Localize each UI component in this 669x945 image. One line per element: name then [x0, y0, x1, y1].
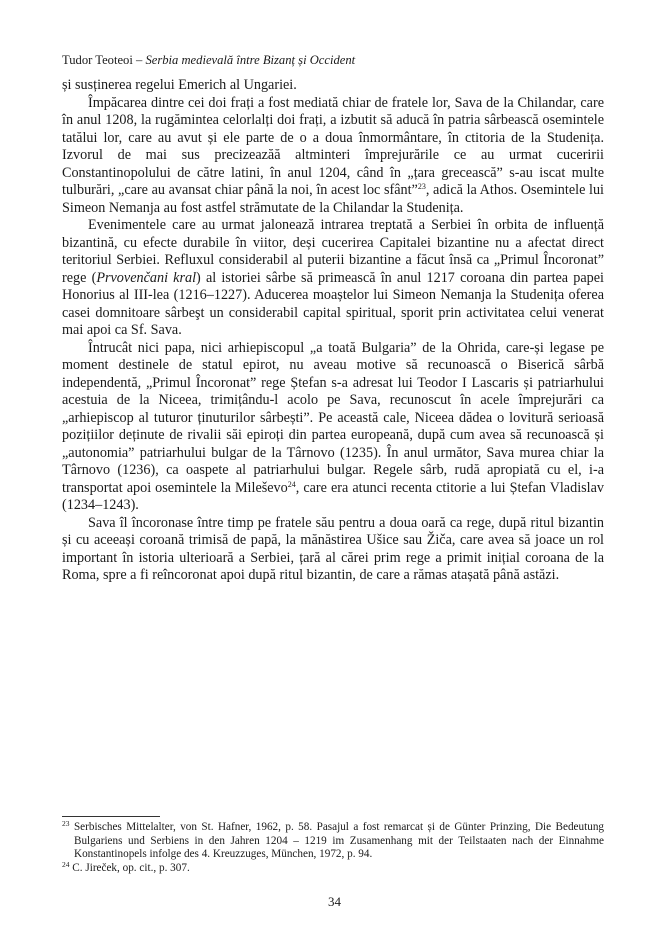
footnote-number: 24 [62, 859, 70, 869]
header-author: Tudor Teoteoi – [62, 53, 146, 67]
running-header [62, 52, 355, 68]
footnote-reference[interactable]: 23 [417, 182, 426, 191]
paragraph-continuation [62, 77, 604, 95]
italic-term: Prvovenčani kral [96, 269, 197, 286]
footnote-text: Serbisches Mittelalter, von St. Hafner, 1962, p. 58. Pasajul a fost remarcat și de Günter Prinzing, Die Bedeutung Bulgariens und Serbiens in den Jahren 1204 – 1219 im Zusamenhang mit der Teilstaaten nach der Einnahme Konstantinopels infolge des 4. Kreuzzuges, München, 1972, p. 94. [73, 821, 605, 861]
paragraph-text: , care era atunci recenta ctitorie a lui Ștefan Vladislav (1234–1243). [62, 479, 604, 513]
footnote-divider [62, 816, 160, 817]
paragraph [62, 95, 604, 218]
footnote [62, 859, 604, 876]
header-book-title: Serbia medievală între Bizanț și Occident [145, 53, 356, 67]
body-text [62, 77, 604, 585]
paragraph-text: Sava îl încoronase între timp pe fratele său pentru a doua oară ca rege, după ritul bizantin și cu aceeași coroană trimisă de papă, la mănăstirea Ušice sau Žiča, care avea să joace un rol important în istoria ulterioară a Serbiei, țară al cărei prim rege a primit inițial coroana de la Roma, spre a fi reîncoronat apoi după ritul bizantin, de care a rămas atașată până astăzi. [62, 514, 604, 583]
paragraph [62, 340, 604, 515]
paragraph-text: Evenimentele care au urmat jalonează intrarea treptată a Serbiei în orbita de influență bizantină, cu efecte durabile în viitor, deși cucerirea Capitalei bizantine nu a afectat direct teritoriul Serbiei. Refluxul considerabil al puterii bizantine a făcut însă ca „Primul Încoronat” rege ( [62, 217, 604, 286]
footnote-text: C. Jireček, op. cit., p. 307. [72, 861, 190, 874]
paragraph-text: ) al istoriei sârbe să primească în anul 1217 coroana din partea papei Honorius al III-lea (1216–1227). Aducerea moaștelor lui Simeon Nemanja la Studenița oferea casei domnitoare sârbeşt un considerabil capital spiritual, sporit prin activitatea celui venerat mai apoi ca Sf. Sava. [62, 269, 604, 338]
paragraph-text: , adică la Athos. Osemintele lui Simeon Nemanja au fost astfel strămutate de la Chilandar la Studenița. [62, 182, 604, 216]
footnote [62, 821, 604, 862]
footnotes [62, 821, 604, 875]
paragraph [62, 217, 604, 340]
footnote-number: 23 [62, 819, 70, 828]
paragraph-text: Întrucât nici papa, nici arhiepiscopul „a toată Bulgaria” de la Ohrida, care-și legase pe moment destinele de statul epirot, nu aveau motive să recunoască o Biserică sârbă independentă, „Primul Încoronat” rege Ștefan s-a adresat lui Teodor I Lascaris și patriarhului acestuia de la Niceea, trimițându-l acolo pe Sava, recunoscut în acele împrejurări ca „arhiepiscop al tuturor ținuturilor sârbești”. Pe această cale, Niceea dădea o lovitură serioasă pozițiilor deținute de rivalii săi epiroți din partea europeană, după cum avea să recunoască și „autonomia” patriarhului bulgar de la Târnovo (1235). În anul următor, Sava murea chiar la Târnovo (1236), ca oaspete al patriarhului bulgar. Regele sârb, rudă apropiată cu el, i-a transportat apoi osemintele la Mileševo [62, 339, 604, 496]
footnote-reference[interactable]: 24 [287, 479, 296, 489]
paragraph [62, 515, 604, 585]
paragraph-text: și susținerea regelui Emerich al Ungariei. [62, 77, 297, 93]
page-number: 34 [328, 894, 341, 909]
paragraph-text: Împăcarea dintre cei doi frați a fost mediată chiar de fratele lor, Sava de la Chilandar, care în anul 1208, la rugămintea celorlalți doi frați, a izbutit să aducă în patria sârbească osemintele tatălui lor, care au avut și ele parte de o a doua înmormântare, în ctitoria de la Studenița. Izvorul de mai sus precizeazăă altminteri împrejurările ce au urmat cuceririi Constantinopolului de către latini, în anul 1204, când în „țara grecească” s-au iscat multe tulburări, „care au avansat chiar până la noi, în acest loc sfânt” [62, 94, 604, 198]
